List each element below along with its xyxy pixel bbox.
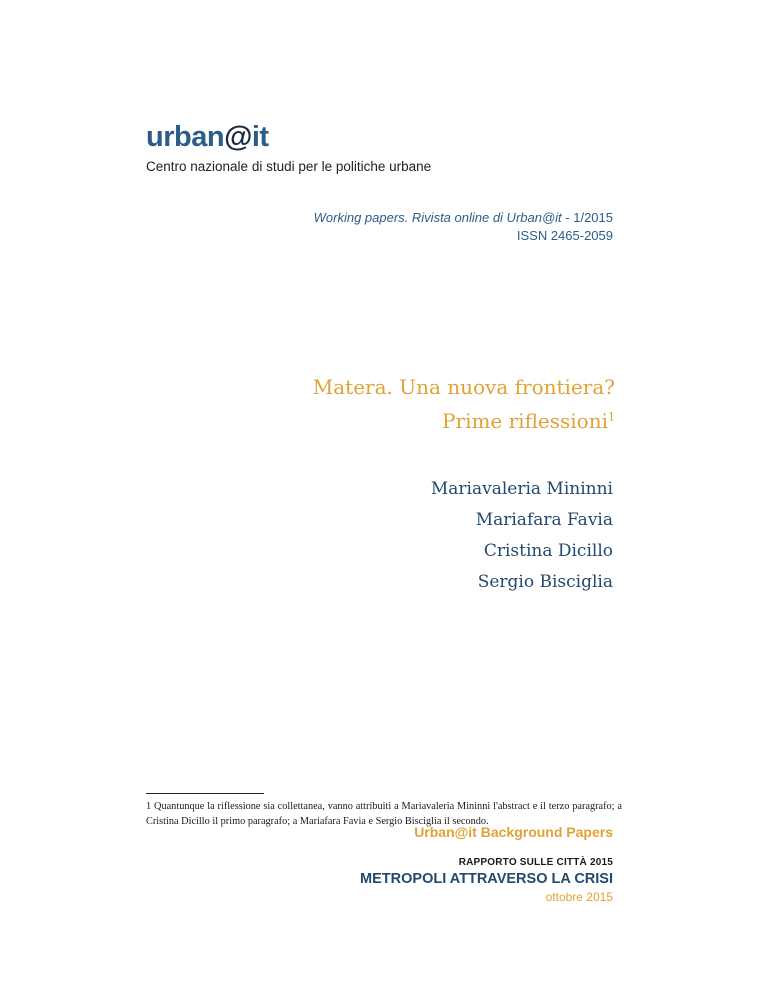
author-name: Sergio Bisciglia (477, 572, 613, 592)
author-name: Mariafara Favia (475, 510, 613, 530)
author-list (431, 474, 613, 598)
issn: ISSN 2465-2059 (516, 228, 613, 243)
author-name: Cristina Dicillo (483, 541, 613, 561)
series-label: Urban@it Background Papers (414, 824, 613, 840)
paper-title-line1: Matera. Una nuova frontiera? (312, 375, 615, 399)
publication-date: ottobre 2015 (545, 890, 613, 904)
report-label: RAPPORTO SULLE CITTÀ 2015 (458, 857, 613, 868)
paper-title-line2-wrap (313, 404, 615, 438)
paper-title-line2: Prime riflessioni (442, 409, 608, 433)
footnote: 1 Quantunque la riflessione sia collettanea, vanno attribuiti a Mariavaleria Mininni l'abstract e il terzo paragrafo; a Cristina Dicillo il primo paragrafo; a Mariafara Favia e Sergio Bisciglia il secondo. (146, 801, 622, 827)
journal-issue: - 1/2015 (561, 210, 613, 225)
report-title: METROPOLI ATTRAVERSO LA CRISI (360, 871, 613, 887)
journal-line (314, 210, 613, 225)
tagline: Centro nazionale di studi per le politiche urbane (146, 159, 432, 174)
title-footnote-mark: 1 (608, 410, 615, 424)
logo-text-urban: urban (146, 121, 225, 153)
author-name: Mariavaleria Mininni (430, 479, 613, 499)
journal-title: Working papers. Rivista online di Urban@it (313, 210, 562, 225)
footnote-divider (146, 793, 264, 794)
logo-at-symbol: @ (224, 121, 252, 153)
logo-text-it: it (251, 121, 269, 153)
paper-title (313, 370, 615, 438)
urbanit-logo (146, 123, 269, 152)
